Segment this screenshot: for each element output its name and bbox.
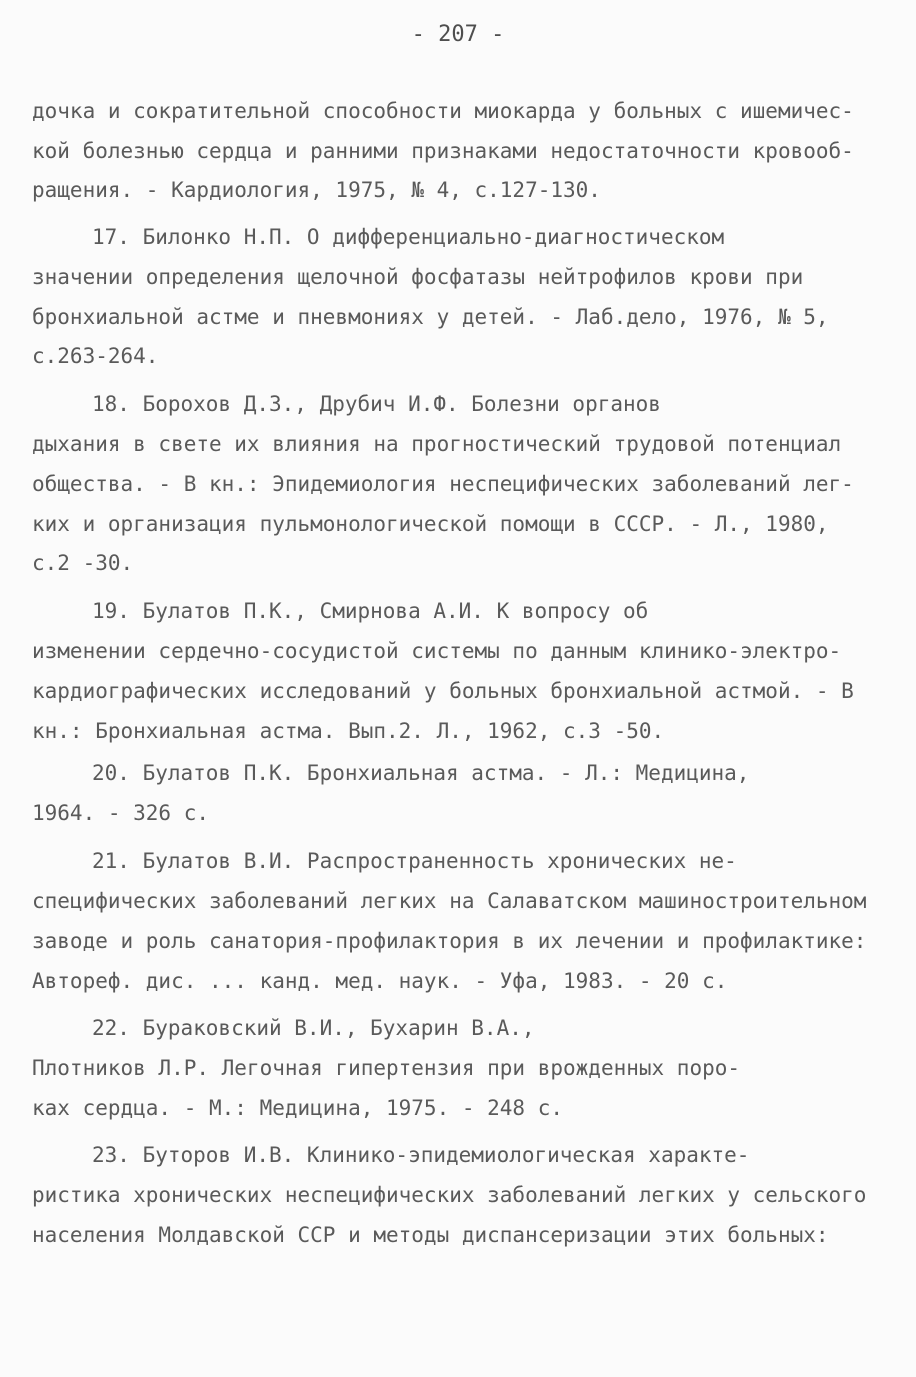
reference-19-heading: 19. Булатов П.К., Смирнова А.И. К вопросу об [92,599,649,623]
text-line: общества. - В кн.: Эпидемиология неспецифических заболеваний лег- [32,472,854,496]
reference-22-heading: 22. Бураковский В.И., Бухарин В.А., [92,1016,535,1040]
text-line: с.263-264. [32,344,159,368]
reference-23-heading: 23. Буторов И.В. Клинико-эпидемиологическая характе- [92,1143,750,1167]
reference-17-heading: 17. Билонко Н.П. О дифференциально-диагностическом [92,225,725,249]
text-line: кой болезнью сердца и ранними признаками недостаточности кровооб- [32,139,854,163]
text-line: населения Молдавской ССР и методы диспансеризации этих больных: [32,1223,829,1247]
page-number: - 207 - [411,22,505,47]
text-line: кардиографических исследований у больных бронхиальной астмой. - В [32,679,854,703]
text-line: ких и организация пульмонологической помощи в СССР. - Л., 1980, [32,512,829,536]
text-line: ращения. - Кардиология, 1975, № 4, с.127-130. [32,178,601,202]
text-line: кн.: Бронхиальная астма. Вып.2. Л., 1962, с.3 -50. [32,719,665,743]
text-line: бронхиальной астме и пневмониях у детей. - Лаб.дело, 1976, № 5, [32,305,829,329]
reference-18-heading: 18. Борохов Д.З., Друбич И.Ф. Болезни органов [92,392,661,416]
text-line: 1964. - 326 с. [32,801,210,825]
text-line: с.2 -30. [32,551,134,575]
text-line: специфических заболеваний легких на Салаватском машиностроительном [32,889,867,913]
reference-20-heading: 20. Булатов П.К. Бронхиальная астма. - Л.: Медицина, [92,761,750,785]
text-line: Автореф. дис. ... канд. мед. наук. - Уфа, 1983. - 20 с. [32,969,728,993]
text-line: изменении сердечно-сосудистой системы по данным клинико-электро- [32,639,842,663]
text-line: значении определения щелочной фосфатазы нейтрофилов крови при [32,265,804,289]
text-line: ристика хронических неспецифических заболеваний легких у сельского [32,1183,867,1207]
text-line: дыхания в свете их влияния на прогностический трудовой потенциал [32,432,842,456]
text-line: ках сердца. - М.: Медицина, 1975. - 248 с. [32,1096,564,1120]
reference-21-heading: 21. Булатов В.И. Распространенность хронических не- [92,849,737,873]
text-line: Плотников Л.Р. Легочная гипертензия при врожденных поро- [32,1056,741,1080]
text-line: заводе и роль санатория-профилактория в их лечении и профилактике: [32,929,867,953]
text-line: дочка и сократительной способности миокарда у больных с ишемичес- [32,99,854,123]
